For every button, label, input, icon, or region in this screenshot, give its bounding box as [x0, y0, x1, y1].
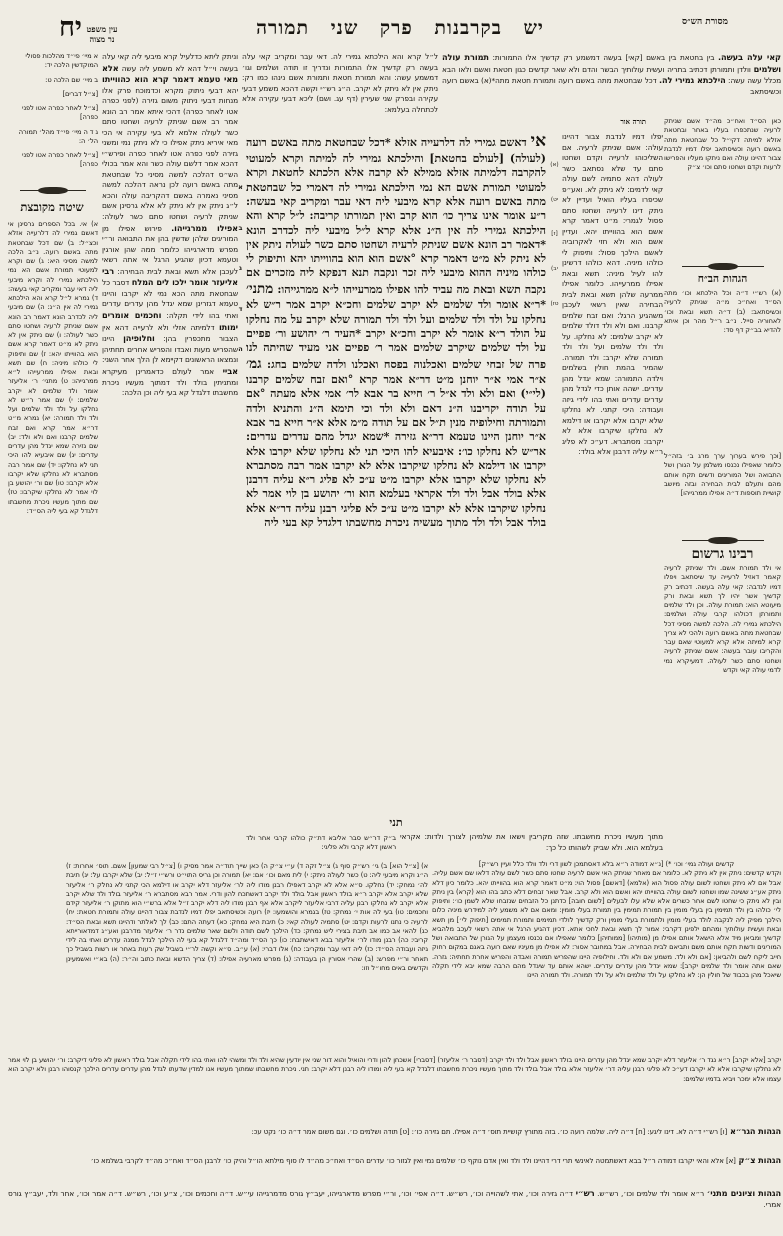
list-item: ב	[238, 223, 243, 232]
rashi-column-text: יפלו דמיו לנדבת צבור דהיינו עולה: אשם שניתק לרעיה. אם השליכוהו לרעייה וקדם ושחטו סתם עד שלא נסתאב כשר לעולה דהא סתמיה לשם עולה קאי לדמים: לא ניתק לא. ואע״פ שכיפרו בעליו הואיל ועדיין לא ניתק דינו לרעייה ושחטו סתם פסול לגמרי: מ״ט דאמר קרא אשם הוא בהווייתו יהא. ועדיין אשם הוא ולא חזי לאקרוביה לאשם הילכך פסול: ותיפוק לי כולהו מיניה. דהא כולהו דרשינן להו לעיל מיניה: תשא ובאת אפילו ממרעייהו. כלומר אפילו ממרעה שלהן תשא ובאת לבית הבחירה שאין רשאי לעכבן משהגיע הרגל: ואם זבח שלמים קרבנו. ואם ולא ולד דולד שלמים לא יקרב שלמים: לא נחלקו. על ולד ולד שלמים ועל ולד ולד תמורה שלא יקרב: ולד תמורה. שהמיר בהמת חולין בשלמים וילדה התמורה: שמא יגדל מהן עדרים. ישהה אותן כדי לגדל מהן עדרים עדרים ואתי בהו לידי גיזה ועבודה: היכי קתני. לא נחלקו שלא יקרבו אלא יקרבו או דילמא לא נחלקו שיקרבו אלא לא יקרבו: מסתברא. דע״כ לא פליג ר״א עליה דרבנן אלא בולד:	[562, 132, 663, 457]
list-item: [צ״ל דברים]	[62, 89, 98, 98]
list-item: ג ד ה מיי׳ פי״ד מהל׳ תמורה הל׳ ה:	[18, 127, 98, 145]
torah-or-refs-strip	[548, 134, 561, 554]
rabbeinu-gershom-text: אי ולד תמורת אשם. ולד שניתק לרעיה קאמר דאזיל לרעייה עד שיסתאב ויפלו דמיו לנדבה: קאי עלה בעשה. דכתיב רק קדשיך אשר יהיו לך תשא ובאת ורק מיעוטא הוא: תמורת עולה. וכן ולד שלמים ותמורתן דכולהו קרבי עולה ושלמים: הילכתא גמירי לה. הלכה למשה מסיני דכל שבחטאת מתה באשם רועה ולהכי לא צריך קרא למיתה אלא קרא למעוטי שאם עבר והקריבו עובר בעשה: אשם שניתק לרעיה ושחטו סתם כשר לעולה. דמעיקרא נמי לדמי עולה קאי וקדש	[664, 564, 781, 674]
list-item: ה	[238, 345, 243, 353]
list-item: [צ״ל לאחר כפרה אטו לפני כפרה]	[22, 104, 98, 122]
rabbeinu-gershom-title: רבינו גרשום	[691, 547, 754, 562]
daf-number: יח	[58, 14, 82, 41]
hagahot-vetziyunim-section: הגהות וציונים מתני׳ ר״א אומר ולד שלמים וכו׳, רש״ש. רש״י ד״ה גזירה וכו׳, אתי לשהוייה וכו׳, רש״ש. ד״ה אפי׳ וכו׳, ור״י מפרש מדארגייהו, יעב״ץ גורס מדמרגייהו עי״ש. ד״ה וחכמים וכו׳, צ״ע וכו׳, רש״ש. ד״ה אמר וכו׳, אחר ולד, יעב״ץ גורס אמרי.	[8, 1188, 781, 1209]
hagahot-hagra-section: הגהות הגר״א [ו] רש״י ד״ה לא. דינו ליגע: [ח] ד״ה ליה. שלמה רועה כו׳. בזה מתורץ קושיית תוס׳ ד״ה אפילו. תם גזירה כו׳: [ט] תודה ושלמים כו׳. וגם משום אמר ד״ה כו׳ נקט עכ:	[251, 1126, 781, 1136]
perek-number: פרק שני	[330, 18, 413, 39]
list-item: ג	[239, 264, 242, 272]
shita-bottom-notes: א) [צ״ל הוא] ב) גי׳ רש״ק סוף ג) צ״ל זקה ד) ע״י צ״ק ה) כאן שייך תוד״ה אמר מסיק ו) [צ״ל רבי שמעון] אשם. תוס׳ אחרות: ז) ה״ג וקרא מיבעי ליה: ט) כשר לעולה ניתק: י) לית מאם וכו׳ אם: יא) תמורה וכן גריס התוי״ט ורש״י ז״ל: יב) שלא יקרבו על: יג) תיבת לה׳ נמחק: יד) נחלקו. ס״א אלא לא יקרב דאפילו רבנן מודו ליה לר׳ אליעזר דלא יקרב או דילמא הכי קתני לא נחלק ר׳ אליעזר שלא יקרב אלא יקרב ר״א בולד ראשון אבל בולד ולד יקרב דאשתכח להון ודרי. אמר רבא מסתברא ר׳ אליעזר בולד ולד שלא יקרב אלא יקרב לא נחלקו רבנן עליה דרבי אליעזר ליקרב אלא אף רבנן מודו ליה דלא יקרב ז״ל אלא ברש״י הוא מתוקן ר׳ אליעזר קידם וחכמים: טו) בעי לה אות י׳ נמחק: טז) בגמרא והושמעו: יז) רועה וכשיסתאב יפלו דמיו לנדבת צבור דהיינו עולה ותמורת חטאת: יח) לרעיה כי נתנו לרעות וקדם: יט) סתמיה לעולה קאי: כ) תיבת היא נמחק: כא) דעתה התם: כב) לך לאלתר ודהיינו תשא ובאת הס״ד: כג) להאי אב כמו אב תיבת בצירי ליש נמחק: כד) הילכך לשם תודה ולשם שאר שלמים נדר ר׳ אליעזר מדרבנן ואע״ג דמדאורייתא קריבי: כה) רבנן מודו לר׳ אליעזר בבא דאישתבח: כו) כך הס״ד ומה״ד דלגדל קא בעי לה הילכך לגדל ממנה עדרים ואתי בה לידי גיזה ועבודה הס״ד: כז) ליה דאי עבר ומקריב: כח) אלו דברי: (א) ע״ב. ס״א וקשה לר״י בשביל שק רעות באחר או רשות בשביל כך תאחר ור״י מפרש: (ב) שהרי אסורין הן בעבודה: (ג) מפרש מארעיה אפילו: (ד) צריך הדשא ובאת כתוב וה״ר: (ה) בא״י ואשמעינן וקדשים באים מחו״ל וזו:	[66, 862, 428, 972]
ein-mishpat-entries	[8, 52, 98, 182]
gershom-continuation-text: וקדש קדשים: ניתק אין לא ניתק לא. כלומר אם מאחר שניתק האי אשם לרעיה שחטו סתם כשר לשם עולה דלאו שם אשם עליה. אבל אם לא ניתק ושחטו לשום עולה פסול הוא (אלמא) [דאשם] פסול הוי: מ״ט דאמר קרא הוא בהווייתו יהא. כלומר כיון דלא ניתק אע״ג ששינה שמו ושחטו לשום עולה בהווייתו יהא ואשם הוא ולא קרב. אבל שאר זבחים דלא כתב בהו הוא (קרא) בין ניתק ובין לא ניתק כי שחטו לשם אחר כשרים אלא שלא עלו לבעלים [לשום חובה] כדתנן כל הזבחים שנזבחו שלא לשמן כו׳: ותיפוק לי׳ כולהו בין ולד תמימין בין בעלי מומין בין תמורת תמימין בין תמורת בעלי מומין: ומאם אם לא משמע ליה למידרש מיניה כלום הילכך מפיק ליה לנקבה לולד בעלי מומין ולתמורת בעלי מומין ורק קדשיך לולדי תמימים ותמורת תמימים [תיפוק לי׳] מן תשא ובאת ועשית עולותיך ומהתם ילפינן דקרבי: אמור לך תשא ובאת לחכי אתא. דכיון דהגיע הרגל אי אתה רשאי לעכב מלהביא קדשיך ומביאן מיד אלא הישאל אותם אפילו מן (מותיהו) [ממותיהן] כלומר שאפילו אם נכנסו מעצמן על הגורן של התבואה ושל המוריגים ודשות תקח אותם משם ותביאם לבית הבחירה. אבל במחובר אסור: לא אפילו מן מעיניו שאם רועה באגם במקום רחוק חייב ליקח לשם ולהביאן: [אם ולא ולד. משמע אם ולא ולד. וחילופיה היינו שהפריש תמורה ואבדה והפריש אחרת תחתיה: גזרה. שאם אתה אומר ולד שלמים יקרב]: שמא יגדל מהן עדרים עדרים. ישהא אותם עד שיגדל מהם הרבה שמא יבא לידי תקלה שיאכל מהן בכבוד של חולין הן: לא נחלקו על ולד שלמים ולא על ולד תמורה. ולד תמורה היינו	[432, 869, 781, 979]
ein-mishpat-letter-strip	[236, 150, 245, 710]
hagahot-habach-text: (א) רש״י ד״ה וכל הילכתא וכו׳ מתה הס״ד ואח״כ מ״ה שניתק לרעיה וכשיסתאב: (ב) ד״ה תשא ובאת וכו׳ לאחוריה סייל. נ״ב ר״ל מהר וכן איתא להדיא בב״ק דף סד:	[664, 289, 781, 334]
masechet-title: תמורה	[256, 18, 310, 39]
mesorat-hashas-title: מסורת הש״ס	[682, 18, 728, 27]
divider-ornament	[682, 262, 764, 271]
hagahot-habach-title: הגהות הב״ח	[697, 274, 748, 285]
list-item: יב)	[551, 265, 558, 272]
gershom-continuation-head: קדשים ועולה גמי׳ וכו׳ *) [נ״א דמודה ר״א בלא דאסתמכן לשון דרי ולד וולד כלל ועיין רש״ק]	[478, 860, 735, 868]
list-item: טז)	[550, 300, 559, 307]
rashi-end-text: מתוך מעשיו ניכרת מחשבתו. שזה מקריבין וישאו את שלמיהן לצורך ולדות: אקראי בעלמא הוא. ולא שביק לשהותו כל כך:	[400, 832, 663, 852]
list-item: (א)	[550, 162, 559, 168]
ein-mishpat-title-line1: עין משפט	[86, 24, 118, 34]
shita-mekubetzet-title: שיטה מקובצת	[20, 201, 84, 214]
list-item: יט)	[550, 196, 559, 203]
rashi-top-text: קאי עלה בעשה. בין בחטאת בין באשם [קאי] בעשה דמשמע רק קדשיך אלו התמורות: תמורת עולה ושלמים וולדן ותמורתן דכתיב בתריה ועשית עולותיך הבשר והדם ולא שאר קדשים כגון חטאת ואשם ולאו הבא מכלל עשה עשה: הילכתא גמירי לה. דכל שבחטאת מתה באשם רועה ותמורת חטאת מתה*(א) באשם רועה וכשיסתאב	[442, 52, 781, 96]
arukh-gloss-note: [וכך פירש בערוך ערך מרג ב׳ בזה״ל כלומר שאפילו נכנסו משלמן על הגורן ושל התבואה ושל המוריגים ודשים תקח אותם מהם ותעלם לבית הבחירה ובזה מיושב קושיית תוספות ד״ה אפילו ממרגייהו]	[664, 452, 781, 497]
ein-mishpat-title	[78, 24, 126, 44]
full-width-continuation-text: יקרב [אלא יקרב] ר״א נגד ר׳ אליעזר דלא יקרב שמא יגדל מהן עדרים היינו בולד ראשון אבל ולד ולד יקרב (דסבר ר׳ אליעזר) [דסברי] אשכחן להון ודרי והואיל והוא דור שני אין יודעין שהיא ולד ולד ומשהי להו ואתי בהו לידי תקלה אבל בולד ראשון לא פליגי דיקרב: ור׳ יהושע בן לוי אמר לא נחלקו שיקרבו אלא לא יקרבו דע״כ לא פליגי רבנן עליה דר׳ אליעזר אלא בולד אבל בולד ולד מתוך מעשיו ניכרת מחשבתו דלגדל קא בעי ליה ומודו ליה רבנן דלא יקרב: תני. ניכרת מחשבתו שמתוך מעשיו אנו למדין שדעתו לגדל מהן עדרים עדרים הילכך קנסוהו רבנן ולא יקרב הוא עצמו אלא ימכר ויביא בדמיו שלמים:	[8, 1056, 781, 1083]
torah-or-label: תורה אור	[620, 118, 646, 125]
shita-mekubetzet-text: א) אי. בכל הספרים גרסינן אי דאשם גמירי לה דלרעייה אזלא וכצ״ל: ב) שם דכל שבחטאת מתה באשם רועה. נ״ב הלכה למשה מסיני היא: ג) שם וקרא למעוטי תמורת אשם הא נמי הילכתא גמירי לה וקרא מיבעי ליה דאי עבר ומקריב קאי בעשה: ד) גמרא ל״ל קרא והא הילכתא גמירי לה אין ה״נ: ה) שם מיבעי ליה לכדרב הונא דאמר רב הונא אשם שניתק לרעיה ושחטו סתם כשר לעולה: ו) שם ניתק אין לא ניתק לא מ״ט דאמר קרא אשם הוא בהווייתו יהא: ז) שם ותיפוק לי כולהו מיניה: ח) שם תשא ובאת אפילו ממרעייהו ל״א ממרגייהו: ט) מתני׳ ר׳ אליעזר אומר ולד שלמים לא יקרב שלמים: י) שם אמר ר״ש לא נחלקו על ולד ולד שלמים ועל ולד ולד תמורה: יא) גמרא מ״ט דר״א אמר קרא ואם זבח שלמים קרבנו ואם ולא ולד: יב) שם גזירה שמא יגדל מהן עדרים עדרים: יג) שם איבעיא להו היכי תני לא נחלקו: יד) שם אמר רבה מסתברא לא נחלקו שלא יקרבו אלא יקרבו: טו) שם ור׳ יהושע בן לוי אמר לא נחלקו שיקרבו: טז) שם מתוך מעשיו ניכרת מחשבתו דלגדל קא בעי ליה הס״ד:	[8, 220, 98, 515]
list-item: [צ״ל לאחר כפרה אטו לפני כפרה]	[22, 151, 98, 169]
list-item: א	[238, 183, 243, 191]
hagahot-tzk-section: הגהות צ״ק [א] אלא והאי יקרבו דמודה ר״ל בבא דאשתמטה לאינשי תרי דרי דהיינו ולד ולד ואין אדם נוקף כו׳ שלמים נמי ואין לגזור כו׳ עדרים הס״ד ואח״כ מה״ד לו סוף מילתא הו״ל והיק כו׳ לרבנן הס״ד ואח״כ מה״ד לקרבי בשלמא כו׳	[90, 1155, 781, 1165]
gemara-closing-word: תני	[389, 816, 403, 829]
rabbeinu-gershom-continuation	[432, 860, 781, 1054]
list-item: ב מיי׳ שם הלכה ט:	[45, 75, 98, 84]
tosafot-text: וניתק ליתא כדלעיל קרא מיבעי ליה קאי עלה בעשה וי״ל דהא לא משמע ליה עשה אלא מאי טעמא דאמר קרא הוא כהווייתו יהא דבעי ניתוק מקרא וכדמוכח פרק אלו מנחות דבעי ניתוק משום גזירה (לפני כפרה אטו לאחר כפרה) דהכי איתא אמר רב הונא אמר רב אשם שניתק לרעיה ושחטו סתם כשר לעולה אלמא לא בעי עקירה אי הכי מאי איריא ניתק אפילו כי לא ניתק נמי ומשני גזירה לפני כפרה אטו לאחר כפרה ופירש״י דהכא אמר דלשם עולה כשר והא אמר בכולי הש״ס דהלכה למשה מסיני כל שבחטאת מתה באשם רועה לכן נראה דהלכה למשה מסיני נאמרה באשם דהקריבה עולה והכא ל״ג ניתק אין לא ניתק לא אלא גרסינן אשם שניתק לרעיה ושחטו סתם כשר לעולה: אפילו ממרגייהו. פירוש אפילו מן המוריגים שלהן שדשין בהן את התבואה ור״י מפרש מדארגייהו כלומר ממה שהן אורגין וטעמא דכיון שהגיע הרגל אי אתה רשאי לעכבן אלא תשא ובאת לבית הבחירה: רבי אליעזר אומר ילכו לים המלח דסבר כל שבחטאת מתה הכא נמי לא יקרבו והיינו טעמא דגזרינן שמא יגדל מהן עדרים עדרים ואתי בהו לידי תקלה: וחכמים אומרים ימותו דלמיתה אזלי ולא לרעייה דהא אין הצבור מתכפרין בהן: וחלופיהן היינו שהפריש מעות ואבדו והפריש אחרים תחתיהן ונמצאו הראשונים דקיימא לן הלך אחר השני: אביי אמר לעולם כדאמרינן מעיקרא ומתניתין בולד ולד דמתוך מעשיו ניכרת מחשבתו דלגדל קא בעי ליה וכן הלכה:	[102, 52, 238, 398]
page-header	[225, 18, 575, 39]
ein-mishpat-title-line2: נר מצוה	[89, 34, 115, 44]
divider-ornament	[20, 186, 86, 195]
gemara-text: אי דאשם גמירי לה דלרעייה אזלא *דכל שבחטאת מתה באשם רועה (לעולה) [לעולם בחטאת] והילכתא גמירי לה למיתה וקרא למעוטי להקרבה דלמיתה אזלא ממילא לא קרבה אלא הלכתא לחטאת וקרא למעוטי תמורת אשם הא נמי הילכתא גמירי לה דאמרי כל שבחטאת מתה באשם רועה אלא קרא מיבעי ליה דאי עבר ומקריב קאי בעשה: ר״ע אומר אינו צריך כו׳ הוא קרב ואין תמורתו קריבה: ל״ל קרא והא הילכתא גמירי לה אין ה״נ אלא קרא ל״ל מיבעי ליה לכדרב הונא *דאמר רב הונא אשם שניתק לרעיה ושחטו סתם כשר לעולה ניתק אין לא ניתק לא מ״ט דאמר קרא °אשם הוא הוא בהווייתו יהא ותיפוק לי כולהו מיניה ההוא מיבעי ליה זכר ונקבה תנא דנפקא ליה מזכרים אם נקבה תשא ובאת מה עביד להו אפילו ממרעייהו ל״א ממרגייהו: מתני׳ *ר״א אומר ולד שלמים לא יקרב שלמים וחכ״א יקרב אמר ר״ש לא נחלקו על ולד ולד שלמים ועל ולד ולד תמורה שלא יקרב על מה נחלקו על הולד ר״א אומר לא יקרב וחכ״א יקרב *העיד ר׳ יהושע ור׳ פפיים על ולד שלמים שיקרב שלמים אמר ר׳ פפיים אני מעיד שהיתה לנו פרה של זבחי שלמים ואכלנוה בפסח ואכלנו ולדה שלמים בחג: גמ׳ א״ר אמי א״ר יוחנן מ״ט דר״א אמר קרא °ואם זבח שלמים קרבנו (לי״י) ואם ולא ולד א״ל ר׳ חייא בר אבא לר׳ אמי אלא מעתה °אם על תודה יקריבנו ה״נ דאם ולא ולד וכי תימא ה״נ והתניא ולדה ותמורתה וחילופיה מנין ת״ל אם על תודה מ״מ אלא א״ר חייא בר אבא א״ר יוחנן היינו טעמא דר״א גזירה *שמא יגדל מהם עדרים עדרים: אר״ש לא נחלקו כו׳: איבעיא להו היכי תני לא נחלקו שלא יקרבו אלא יקרבו או דילמא לא נחלקו שיקרבו אלא לא יקרבו אמר רבה מסתברא לא נחלקו שלא יקרבו אלא יקרבו מ״ט ע״כ לא פליג ר״א עליה דרבנן אלא בולד אבל ולד ולד אקראי בעלמא הוא ור׳ יהושע בן לוי אמר לא נחלקו שיקרבו אלא לא יקרבו מ״ט ע״כ לא פליגי רבנן עליה דר״א אלא בולד אבל ולד ולד מתוך מעשיה ניכרת מחשבתו דלגדל קא בעי ליה	[246, 131, 546, 530]
top-gloss-text: ל״ל קרא והא הילכתא גמירי לה. דאי עבר ומקריב קאי עלה בעשה רק קדשיך אלו התמורות ונדריך זו תודה ושלמים וגו׳ דמשמע עשה: והא תמורת חטאת ותמורת אשם נינהו כמו רק: ניתק אין לא ניתק לא יקרב. ה״ג רש״י וקשה דהכא משמע דבעי עקירה ובפרק שני שעירין (דף עג. ושם) ליכא דבעי עקירה אלא לכתחלה בעלמא:	[242, 52, 438, 114]
divider-ornament	[682, 536, 764, 545]
list-item: ד	[238, 304, 243, 313]
list-item: א מיי׳ פי״ד מהלכות פסולי המוקדשין הלכה יד:	[25, 52, 98, 70]
gemara-foot-note: ב״ק דר״ש סבר אליבא דת״ק כולהו קרבי אחר ולד ראשון דלא קרבי ולא פליגי:	[246, 834, 396, 852]
perek-name: יש בקרבנות	[434, 18, 544, 39]
mesorat-hashas-note: כאן הס״ד ואח״כ מה״ד אשם שניתק לרעיה שנתכפרו בעליו באחר ובחטאת אזלא למיתה דקי״ל כל שבחטאת מתה באשם רועה וכשיסתאב יפלו דמיו לנדבת צבור דהיינו עולה ואם ניתקו מעליו והפרישו לרעות וקדם ושחטו סתם וכו׳ צ״ק	[664, 117, 781, 172]
list-item: [ז]	[551, 231, 558, 238]
